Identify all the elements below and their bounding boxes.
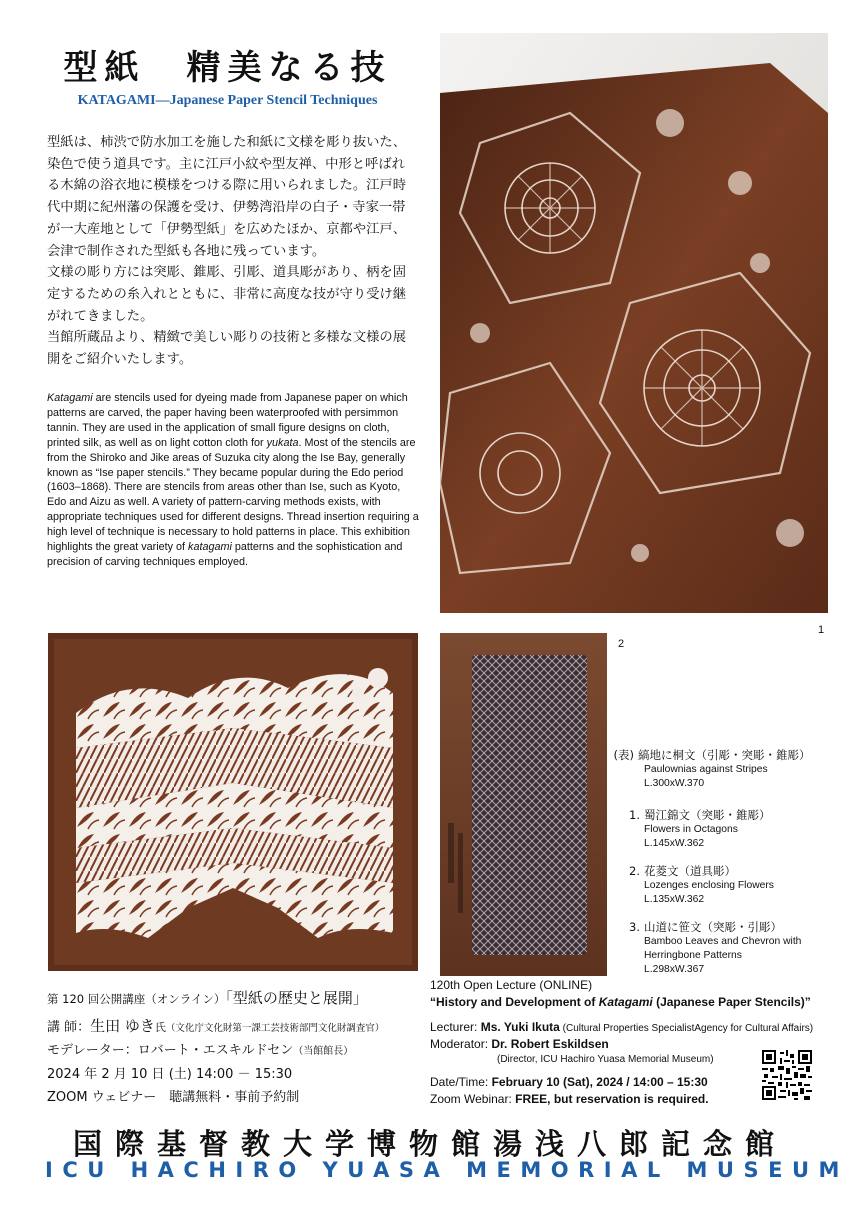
intro-jp xyxy=(47,132,417,371)
intro-en-term: yukata xyxy=(266,436,299,449)
caption-en: Lozenges enclosing Flowers xyxy=(644,880,774,891)
caption-jp: 花菱文（道具彫） xyxy=(644,864,736,878)
caption-jp: 山道に笹文（突彫・引彫） xyxy=(644,920,782,934)
moderator-name-jp: ロバート・エスキルドセン xyxy=(137,1043,294,1058)
intro-en-term: Katagami xyxy=(47,392,93,404)
photo-stencil-3 xyxy=(48,633,418,971)
lecture-series-jp: 第 120 回公開講座（オンライン） xyxy=(47,992,226,1006)
photo-number-2: 2 xyxy=(618,638,625,650)
moderator-org-en: (Director, ICU Hachiro Yuasa Memorial Museum) xyxy=(497,1054,714,1065)
caption-jp: 縞地に桐文（引彫・突彫・錐彫） xyxy=(638,748,811,762)
caption-en: Paulownias against Stripes xyxy=(644,764,768,775)
lecture-title-en: “History and Development of xyxy=(430,995,599,1009)
lecture-title-en-rest: (Japanese Paper Stencils)” xyxy=(652,995,811,1009)
datetime-jp: 2024 年 2 月 10 日 (土) 14:00 － 15:30 xyxy=(47,1067,293,1082)
lecturer-label-en: Lecturer: xyxy=(430,1020,481,1034)
lecture-title-en-term: Katagami xyxy=(598,995,653,1009)
caption-jp: 蜀江錦文（突彫・錐彫） xyxy=(644,808,771,822)
stencil-1-image xyxy=(440,33,828,613)
lecturer-name-en: Ms. Yuki Ikuta xyxy=(480,1020,560,1034)
caption-item xyxy=(604,863,844,907)
caption-item xyxy=(604,747,844,791)
caption-en: Bamboo Leaves and Chevron with xyxy=(644,936,802,947)
stencil-3-image xyxy=(48,633,418,971)
datetime-value-en: February 10 (Sat), 2024 / 14:00 – 15:30 xyxy=(491,1075,708,1089)
caption-mark: 2. xyxy=(629,864,640,878)
lecturer-label-jp: 講 師： xyxy=(47,1020,91,1035)
intro-en-text: . Most of the stencils are from the Shiroko and Jike areas of Suzuka city along the Ise Bay, generally known as “Ise paper stencils.” They became popular during the Edo period (1603–1868). There are stencils from areas other than Ise, such as Kyoto, Edo and Aizu as well. A variety of pattern-carving methods exists, with appropriate techniques used for different designs. Thread insertion requiring a high level of technique is necessary to hold patterns in place. This exhibition highlights the great variety of xyxy=(47,436,419,554)
title-jp: 型紙 精美なる技 xyxy=(63,48,392,88)
intro-en-term: katagami xyxy=(188,541,232,554)
moderator-label-en: Moderator: xyxy=(430,1037,492,1051)
caption-mark: (表) xyxy=(613,748,634,762)
intro-en-text: are stencils used for dyeing made from Japanese paper on which patterns are carved, the paper having been waterproofed with persimmon tannin. They are used in the application of small figure designs on cloth, printed silk, as well as on light cotton cloth for xyxy=(47,392,408,449)
zoom-value-en: FREE, but reservation is required. xyxy=(515,1092,709,1106)
caption-item xyxy=(604,807,844,851)
photo-stencil-2 xyxy=(440,633,607,976)
lecture-series-en: 120th Open Lecture (ONLINE) xyxy=(430,978,593,992)
intro-jp-paragraph: 文様の彫り方には突彫、錐彫、引彫、道具彫があり、柄を固定するための糸入れとともに、非常に高度な技が守り受け継がれてきました。 xyxy=(47,265,407,324)
moderator-label-jp: モデレーター： xyxy=(47,1043,138,1058)
caption-mark: 3. xyxy=(629,920,640,934)
museum-name-en: ICU HACHIRO YUASA MEMORIAL MUSEUM xyxy=(45,1158,849,1182)
lecture-title-jp: 「型紙の歴史と展開」 xyxy=(225,989,368,1007)
zoom-label-en: Zoom Webinar: xyxy=(430,1092,516,1106)
zoom-jp: ZOOM ウェビナー 聴講無料・事前予約制 xyxy=(47,1090,300,1105)
qr-code-icon[interactable] xyxy=(762,1050,812,1100)
qr-code-graphic xyxy=(762,1050,812,1100)
lecturer-org-en: (Cultural Properties SpecialistAgency for Cultural Affairs) xyxy=(559,1023,814,1034)
caption-en: Flowers in Octagons xyxy=(644,824,738,835)
moderator-name-en: Dr. Robert Eskildsen xyxy=(491,1037,609,1051)
caption-size: L.298xW.367 xyxy=(644,964,705,975)
intro-jp-paragraph: 型紙は、柿渋で防水加工を施した和紙に文様を彫り抜いた、染色で使う道具です。主に江戸小紋や型友禅、中形と呼ばれる木綿の浴衣地に模様をつける際に用いられました。江戸時代中期に紀州藩の保護を受け、伊勢湾沿岸の白子・寺家一帯が一大産地として「伊勢型紙」を広めたほか、京都や江戸、会津で制作された型紙も各地に残っています。 xyxy=(47,135,407,259)
stencil-2-image xyxy=(440,633,607,976)
intro-jp-paragraph: 当館所蔵品より、精緻で美しい彫りの技術と多様な文様の展開をご紹介いたします。 xyxy=(47,330,407,368)
title-en: KATAGAMI—Japanese Paper Stencil Techniques xyxy=(77,93,378,108)
intro-en xyxy=(47,391,419,570)
caption-item xyxy=(604,919,844,977)
caption-mark: 1. xyxy=(629,808,640,822)
museum-name-jp: 国際基督教大学博物館湯浅八郎記念館 xyxy=(72,1127,787,1161)
caption-size: L.145xW.362 xyxy=(644,838,705,849)
photo-number-1: 1 xyxy=(818,624,825,636)
lecturer-org-jp: （文化庁文化財第一課工芸技術部門文化財調査官） xyxy=(165,1023,385,1034)
intro-en-text: patterns and the sophistication and precision of carving techniques employed. xyxy=(47,541,403,568)
lecturer-name-jp: 生田 ゆき xyxy=(90,1017,155,1035)
caption-en: Herringbone Patterns xyxy=(644,950,742,961)
lecturer-suffix-jp: 氏 xyxy=(154,1021,166,1034)
caption-size: L.135xW.362 xyxy=(644,894,705,905)
moderator-org-jp: （当館館長） xyxy=(293,1046,354,1057)
caption-size: L.300xW.370 xyxy=(644,778,705,789)
photo-stencil-1 xyxy=(440,33,828,613)
datetime-label-en: Date/Time: xyxy=(430,1075,492,1089)
